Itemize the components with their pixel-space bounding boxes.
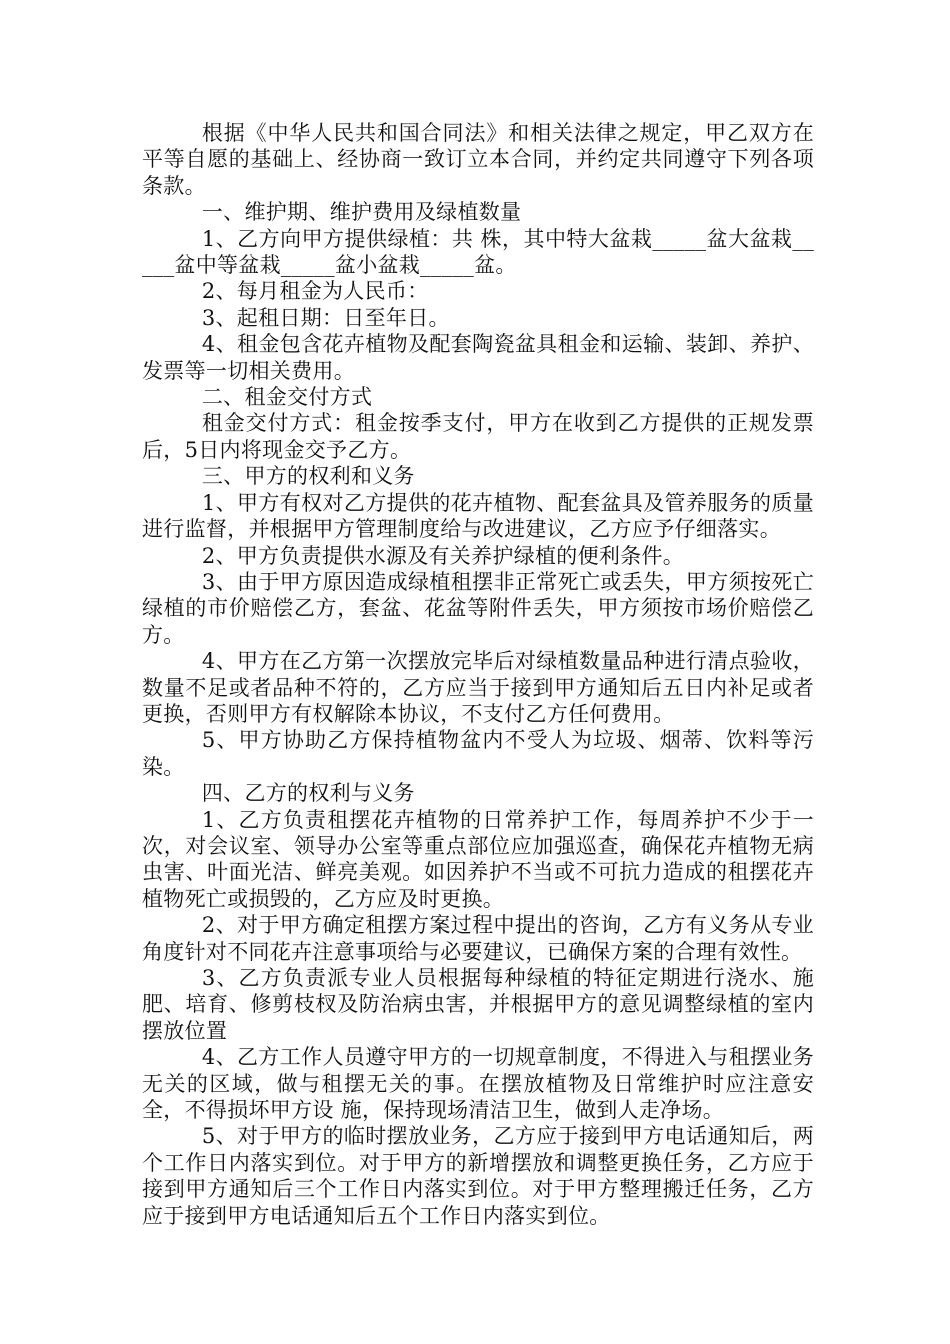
clause-4-4: 4、乙方工作人员遵守甲方的一切规章制度，不得进入与租摆业务无关的区域，做与租摆无关的事。在摆放植物及日常维护时应注意安全，不得损坏甲方设 施，保持现场清洁卫生，做到人走净场。 [142,1045,814,1123]
clause-4-3: 3、乙方负责派专业人员根据每种绿植的特征定期进行浇水、施肥、培育、修剪枝杈及防治病虫害，并根据甲方的意见调整绿植的室内摆放位置 [142,966,814,1043]
section-heading-3: 三、甲方的权利和义务 [201,464,415,489]
clause-2-1: 租金交付方式：租金按季支付，甲方在收到乙方提供的正规发票后，5日内将现金交予乙方。 [142,411,814,462]
clause-3-4: 4、甲方在乙方第一次摆放完毕后对绿植数量品种进行清点验收，数量不足或者品种不符的，乙方应当于接到甲方通知后五日内补足或者更换，否则甲方有权解除本协议，不支付乙方任何费用。 [142,649,814,726]
section-heading-4: 四、乙方的权利与义务 [201,781,415,806]
clause-1-2: 2、每月租金为人民币： [201,279,429,304]
clause-1-3: 3、起租日期：日至年日。 [201,305,450,330]
clause-3-3: 3、由于甲方原因造成绿植租摆非正常死亡或丢失，甲方须按死亡绿植的市价赔偿乙方，套盆、花盆等附件丢失，甲方须按市场价赔偿乙方。 [142,569,814,647]
clause-3-2: 2、甲方负责提供水源及有关养护绿植的便利条件。 [201,543,685,568]
clause-4-5: 5、对于甲方的临时摆放业务，乙方应于接到甲方电话通知后，两个工作日内落实到位。对于甲方的新增摆放和调整更换任务，乙方应于接到甲方通知后三个工作日内落实到位。对于甲方整理搬迁任务，乙方应于接到甲方电话通知后五个工作日内落实到位。 [142,1124,814,1228]
section-heading-1: 一、维护期、维护费用及绿植数量 [201,200,522,225]
clause-4-2: 2、对于甲方确定租摆方案过程中提出的咨询，乙方有义务从专业角度针对不同花卉注意事项给与必要建议，已确保方案的合理有效性。 [142,913,814,964]
section-heading-2: 二、租金交付方式 [201,385,373,410]
intro-paragraph: 根据《中华人民共和国合同法》和相关法律之规定，甲乙双方在平等自愿的基础上、经协商一致订立本合同，并约定共同遵守下列各项条款。 [142,121,814,198]
clause-3-5: 5、甲方协助乙方保持植物盆内不受人为垃圾、烟蒂、饮料等污染。 [142,728,814,779]
clause-4-1: 1、乙方负责租摆花卉植物的日常养护工作，每周养护不少于一次，对会议室、领导办公室等重点部位应加强巡查，确保花卉植物无病虫害、叶面光洁、鲜亮美观。如因养护不当或不可抗力造成的租摆花卉植物死亡或损毁的，乙方应及时更换。 [142,807,814,911]
clause-1-4: 4、租金包含花卉植物及配套陶瓷盆具租金和运输、装卸、养护、发票等一切相关费用。 [142,332,814,383]
contract-body [142,120,814,1229]
clause-3-1: 1、甲方有权对乙方提供的花卉植物、配套盆具及管养服务的质量进行监督，并根据甲方管理制度给与改进建议，乙方应予仔细落实。 [142,490,814,542]
clause-1-1: 1、乙方向甲方提供绿植：共 株，其中特大盆栽_____盆大盆栽_____盆中等盆栽_____盆小盆栽_____盆。 [142,226,814,278]
